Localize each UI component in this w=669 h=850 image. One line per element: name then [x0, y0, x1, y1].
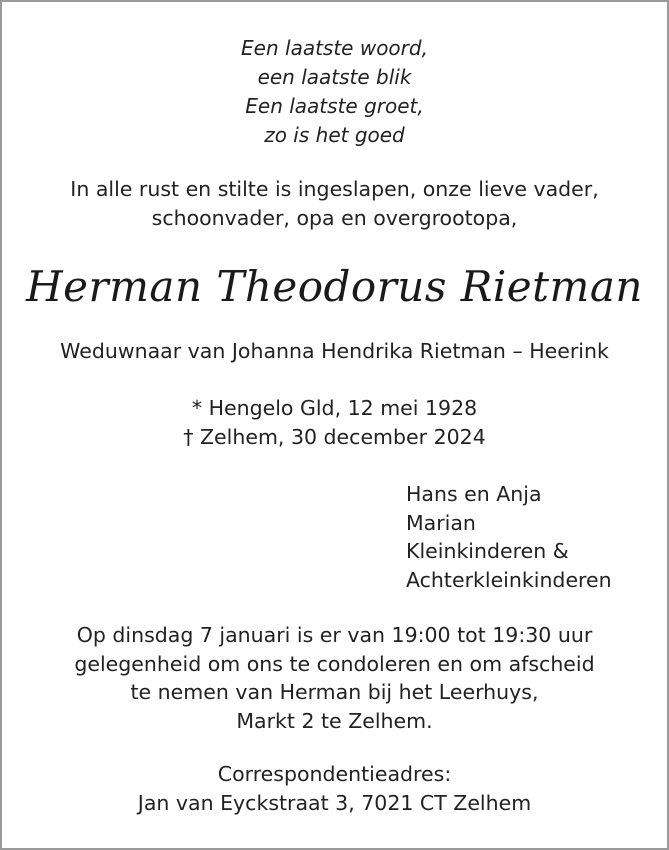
condolence-line: Op dinsdag 7 januari is er van 19:00 tot 19:30 uur — [76, 623, 593, 647]
life-dates — [0, 394, 669, 452]
family-line: Kleinkinderen & — [406, 539, 569, 563]
family-line: Achterkleinkinderen — [406, 567, 612, 592]
birth-date: * Hengelo Gld, 12 mei 1928 — [191, 396, 478, 420]
intro-line: schoonvader, opa en overgrootopa, — [151, 206, 518, 230]
condolence-line: Markt 2 te Zelhem. — [236, 708, 433, 733]
death-date: † Zelhem, 30 december 2024 — [183, 425, 486, 449]
condolence-line: te nemen van Herman bij het Leerhuys, — [130, 680, 539, 704]
family-signature — [406, 480, 612, 594]
poem-line: zo is het goed — [264, 123, 405, 147]
condolence-line: gelegenheid om ons te condoleren en om afscheid — [74, 651, 595, 676]
poem-line: een laatste blik — [257, 65, 412, 89]
correspondence-address — [0, 760, 669, 818]
condolence-info — [0, 621, 669, 735]
deceased-name: Herman Theodorus Rietman — [26, 262, 643, 311]
poem — [0, 34, 669, 150]
address-line: Jan van Eyckstraat 3, 7021 CT Zelhem — [137, 791, 532, 815]
widower-line: Weduwnaar van Johanna Hendrika Rietman – Heerink — [60, 339, 609, 363]
poem-line: Een laatste groet, — [245, 94, 424, 118]
correspondence-label: Correspondentieadres: — [217, 762, 452, 786]
family-line: Hans en Anja — [406, 482, 542, 506]
poem-line: Een laatste woord, — [241, 36, 428, 60]
intro-line: In alle rust en stilte is ingeslapen, onze lieve vader, — [70, 177, 599, 201]
family-line: Marian — [406, 510, 476, 535]
announcement-intro — [0, 175, 669, 233]
